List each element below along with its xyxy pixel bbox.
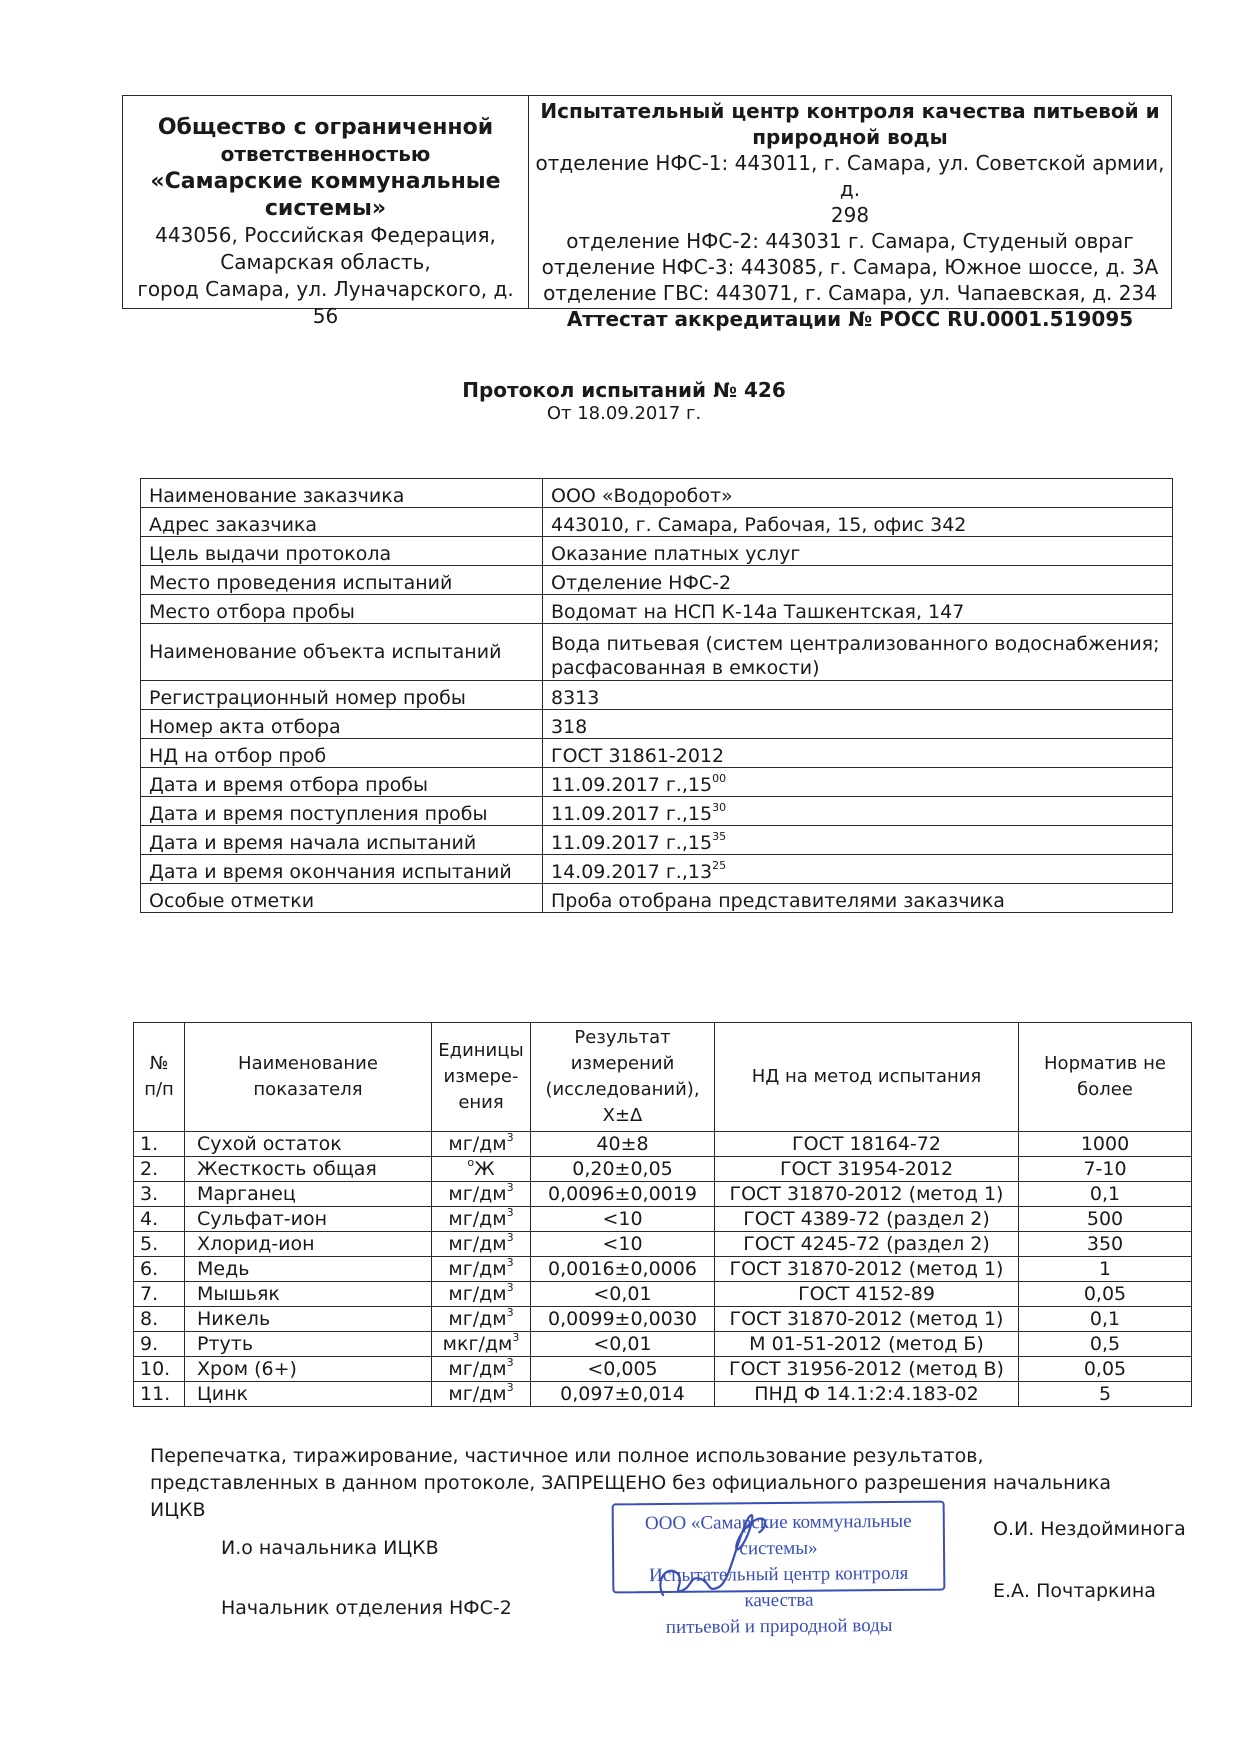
info-row — [141, 508, 1173, 537]
row-number: 3. — [134, 1182, 185, 1207]
unit-cell — [432, 1157, 531, 1182]
org-name-line: Общество с ограниченной — [157, 115, 494, 140]
info-label: Дата и время поступления пробы — [141, 797, 543, 826]
unit-text: Ж — [474, 1158, 495, 1180]
org-address-line: город Самара, ул. Луначарского, д. 56 — [137, 277, 514, 328]
info-value-text: 11.09.2017 г.,15 — [551, 832, 713, 854]
header-cell-norm — [1019, 1023, 1192, 1132]
header-cell-result — [531, 1023, 715, 1132]
result-value: <10 — [531, 1207, 715, 1232]
info-row — [141, 739, 1173, 768]
row-number: 9. — [134, 1332, 185, 1357]
indicator-name: Сульфат-ион — [185, 1207, 432, 1232]
stamp-line: питьевой и природной воды — [665, 1615, 893, 1638]
result-value: 0,097±0,014 — [531, 1382, 715, 1407]
row-number: 7. — [134, 1282, 185, 1307]
norm-value: 0,05 — [1019, 1282, 1192, 1307]
info-row — [141, 710, 1173, 739]
info-row — [141, 768, 1173, 797]
header-cell-unit — [432, 1023, 531, 1132]
test-method: ПНД Ф 14.1:2:4.183-02 — [715, 1382, 1019, 1407]
branch-line: 298 — [830, 203, 870, 227]
header-text: Результат — [574, 1027, 671, 1048]
info-value-text: Водомат на НСП К-14а Ташкентская, 147 — [551, 601, 965, 623]
info-row — [141, 595, 1173, 624]
center-name-line: природной воды — [752, 125, 948, 149]
header-text: (исследований), — [545, 1079, 700, 1100]
info-row — [141, 537, 1173, 566]
unit-exponent: 3 — [512, 1331, 520, 1344]
unit-text: мг/дм — [448, 1383, 507, 1405]
org-address-line: Самарская область, — [220, 250, 431, 274]
header-cell-method — [715, 1023, 1019, 1132]
time-minutes: 00 — [712, 772, 727, 785]
indicator-name: Медь — [185, 1257, 432, 1282]
unit-exponent: 3 — [506, 1131, 514, 1144]
signature-role-head: И.о начальника ИЦКВ — [221, 1537, 439, 1559]
result-row — [134, 1357, 1192, 1382]
indicator-name: Хром (6+) — [185, 1357, 432, 1382]
results-table — [133, 1022, 1192, 1407]
row-number: 11. — [134, 1382, 185, 1407]
info-value-text: Отделение НФС-2 — [551, 572, 732, 594]
info-value-text: Оказание платных услуг — [551, 543, 801, 565]
unit-cell — [432, 1382, 531, 1407]
accreditation-line: Аттестат аккредитации № РОСС RU.0001.519095 — [566, 307, 1134, 331]
info-value — [543, 768, 1173, 797]
test-method: ГОСТ 31870-2012 (метод 1) — [715, 1307, 1019, 1332]
unit-text: мг/дм — [448, 1308, 507, 1330]
result-row — [134, 1282, 1192, 1307]
norm-value: 350 — [1019, 1232, 1192, 1257]
norm-value: 0,05 — [1019, 1357, 1192, 1382]
unit-text: мг/дм — [448, 1233, 507, 1255]
indicator-name: Жесткость общая — [185, 1157, 432, 1182]
indicator-name: Цинк — [185, 1382, 432, 1407]
header-text: Норматив не — [1044, 1053, 1166, 1074]
info-value-text: ООО «Водоробот» — [551, 485, 733, 507]
stamp-line: Испытательный центр контроля качества — [648, 1562, 909, 1612]
info-value — [543, 566, 1173, 595]
test-center-block — [529, 96, 1171, 331]
org-name-line: «Самарские коммунальные — [150, 169, 501, 194]
unit-cell — [432, 1207, 531, 1232]
info-value — [543, 537, 1173, 566]
result-row — [134, 1332, 1192, 1357]
row-number: 4. — [134, 1207, 185, 1232]
unit-exponent: 3 — [506, 1306, 514, 1319]
norm-value: 1000 — [1019, 1132, 1192, 1157]
unit-exponent: 3 — [506, 1256, 514, 1269]
org-address-line: 443056, Российская Федерация, — [155, 223, 496, 247]
info-label: Номер акта отбора — [141, 710, 543, 739]
info-label: НД на отбор проб — [141, 739, 543, 768]
header-text: Наименование — [238, 1053, 378, 1074]
info-row — [141, 624, 1173, 681]
result-row — [134, 1182, 1192, 1207]
row-number: 1. — [134, 1132, 185, 1157]
result-value: 40±8 — [531, 1132, 715, 1157]
info-value — [543, 624, 1173, 681]
test-method: ГОСТ 31956-2012 (метод В) — [715, 1357, 1019, 1382]
signature-name-head: О.И. Нездойминога — [993, 1518, 1186, 1540]
indicator-name: Ртуть — [185, 1332, 432, 1357]
result-value: 0,0096±0,0019 — [531, 1182, 715, 1207]
info-value — [543, 826, 1173, 855]
norm-value: 0,5 — [1019, 1332, 1192, 1357]
info-label: Место проведения испытаний — [141, 566, 543, 595]
info-value-line: расфасованная в емкости) — [551, 657, 820, 679]
info-label: Наименование заказчика — [141, 479, 543, 508]
unit-text: мг/дм — [448, 1283, 507, 1305]
unit-cell — [432, 1132, 531, 1157]
unit-exponent: 3 — [506, 1281, 514, 1294]
info-value-text: 11.09.2017 г.,15 — [551, 803, 713, 825]
indicator-name: Марганец — [185, 1182, 432, 1207]
header-text: измерений — [570, 1053, 675, 1074]
header-cell-name — [185, 1023, 432, 1132]
result-value: 0,0099±0,0030 — [531, 1307, 715, 1332]
unit-exponent: 3 — [506, 1181, 514, 1194]
header-text: показателя — [253, 1079, 363, 1100]
unit-text: мг/дм — [448, 1258, 507, 1280]
norm-value: 7-10 — [1019, 1157, 1192, 1182]
header-text: более — [1077, 1079, 1133, 1100]
info-row — [141, 855, 1173, 884]
branch-line: отделение ГВС: 443071, г. Самара, ул. Чапаевская, д. 234 — [543, 281, 1157, 305]
test-method: ГОСТ 31870-2012 (метод 1) — [715, 1182, 1019, 1207]
time-minutes: 35 — [712, 830, 727, 843]
time-minutes: 30 — [712, 801, 727, 814]
row-number: 10. — [134, 1357, 185, 1382]
header-box — [122, 95, 1172, 331]
test-method: ГОСТ 31954-2012 — [715, 1157, 1019, 1182]
branch-line: отделение НФС-2: 443031 г. Самара, Студеный овраг — [566, 229, 1134, 253]
info-row — [141, 826, 1173, 855]
info-value — [543, 797, 1173, 826]
unit-exponent: 3 — [506, 1356, 514, 1369]
info-label: Дата и время отбора пробы — [141, 768, 543, 797]
center-name-line: Испытательный центр контроля качества питьевой и — [540, 99, 1160, 123]
unit-text: мг/дм — [448, 1183, 507, 1205]
info-value-text: Проба отобрана представителями заказчика — [551, 890, 1005, 912]
unit-text: мг/дм — [448, 1133, 507, 1155]
test-method: М 01-51-2012 (метод Б) — [715, 1332, 1019, 1357]
org-name-line: системы» — [264, 196, 387, 221]
info-value-text: 8313 — [551, 687, 600, 709]
unit-cell — [432, 1332, 531, 1357]
result-value: 0,0016±0,0006 — [531, 1257, 715, 1282]
result-row — [134, 1207, 1192, 1232]
result-value: 0,20±0,05 — [531, 1157, 715, 1182]
norm-value: 500 — [1019, 1207, 1192, 1232]
info-label: Адрес заказчика — [141, 508, 543, 537]
result-row — [134, 1257, 1192, 1282]
result-value: <0,005 — [531, 1357, 715, 1382]
signature-role-branch: Начальник отделения НФС-2 — [221, 1597, 512, 1619]
branch-line: отделение НФС-3: 443085, г. Самара, Южное шоссе, д. 3А — [541, 255, 1159, 279]
signature-name-branch: Е.А. Почтаркина — [993, 1580, 1156, 1602]
header-text: измере- — [443, 1066, 519, 1087]
row-number: 8. — [134, 1307, 185, 1332]
info-value-text: 14.09.2017 г.,13 — [551, 861, 713, 883]
indicator-name: Хлорид-ион — [185, 1232, 432, 1257]
test-method: ГОСТ 31870-2012 (метод 1) — [715, 1257, 1019, 1282]
info-value — [543, 739, 1173, 768]
handwritten-signature — [615, 1495, 815, 1605]
org-name-line: ответственностью — [220, 142, 431, 166]
test-method: ГОСТ 18164-72 — [715, 1132, 1019, 1157]
unit-text: мкг/дм — [442, 1333, 513, 1355]
norm-value: 5 — [1019, 1382, 1192, 1407]
info-value-text: 443010, г. Самара, Рабочая, 15, офис 342 — [551, 514, 967, 536]
info-label: Цель выдачи протокола — [141, 537, 543, 566]
info-value — [543, 479, 1173, 508]
unit-exponent: 3 — [506, 1231, 514, 1244]
header-text: X±Δ — [602, 1105, 643, 1126]
info-label: Регистрационный номер пробы — [141, 681, 543, 710]
norm-value: 1 — [1019, 1257, 1192, 1282]
norm-value: 0,1 — [1019, 1182, 1192, 1207]
indicator-name: Мышьяк — [185, 1282, 432, 1307]
reprint-notice: Перепечатка, тиражирование, частичное или полное использование результатов, представленных в данном протоколе, ЗАПРЕЩЕНО без официального разрешения начальника ИЦКВ — [150, 1445, 1112, 1521]
unit-cell — [432, 1182, 531, 1207]
unit-exponent: 3 — [506, 1206, 514, 1219]
info-row — [141, 797, 1173, 826]
info-label: Наименование объекта испытаний — [141, 624, 543, 681]
result-value: <0,01 — [531, 1282, 715, 1307]
test-method: ГОСТ 4152-89 — [715, 1282, 1019, 1307]
info-value-text: ГОСТ 31861-2012 — [551, 745, 725, 767]
row-number: 5. — [134, 1232, 185, 1257]
test-method: ГОСТ 4389-72 (раздел 2) — [715, 1207, 1019, 1232]
norm-value: 0,1 — [1019, 1307, 1192, 1332]
results-header-row — [134, 1023, 1192, 1132]
organization-block — [123, 96, 529, 328]
info-row — [141, 479, 1173, 508]
unit-cell — [432, 1282, 531, 1307]
info-value — [543, 710, 1173, 739]
stamp-line: ООО «Самарские коммунальные системы» — [644, 1510, 912, 1560]
info-label: Дата и время окончания испытаний — [141, 855, 543, 884]
header-text: ения — [458, 1092, 504, 1113]
header-text: НД на метод испытания — [751, 1066, 982, 1087]
row-number: 6. — [134, 1257, 185, 1282]
unit-cell — [432, 1357, 531, 1382]
protocol-title: Протокол испытаний № 426 — [462, 378, 786, 402]
result-row — [134, 1157, 1192, 1182]
sample-info-table — [140, 478, 1173, 913]
row-number: 2. — [134, 1157, 185, 1182]
result-row — [134, 1232, 1192, 1257]
info-row — [141, 884, 1173, 913]
header-text: Единицы — [438, 1040, 524, 1061]
info-label: Место отбора пробы — [141, 595, 543, 624]
info-label: Особые отметки — [141, 884, 543, 913]
info-row — [141, 566, 1173, 595]
info-label: Дата и время начала испытаний — [141, 826, 543, 855]
indicator-name: Сухой остаток — [185, 1132, 432, 1157]
header-cell-number — [134, 1023, 185, 1132]
result-row — [134, 1307, 1192, 1332]
info-value — [543, 884, 1173, 913]
unit-cell — [432, 1307, 531, 1332]
degree-mark: о — [467, 1156, 475, 1169]
info-value — [543, 508, 1173, 537]
result-value: <10 — [531, 1232, 715, 1257]
unit-text: мг/дм — [448, 1358, 507, 1380]
info-value — [543, 855, 1173, 884]
info-value-text: 11.09.2017 г.,15 — [551, 774, 713, 796]
unit-cell — [432, 1232, 531, 1257]
result-row — [134, 1382, 1192, 1407]
result-row — [134, 1132, 1192, 1157]
indicator-name: Никель — [185, 1307, 432, 1332]
branch-line: отделение НФС-1: 443011, г. Самара, ул. Советской армии, д. — [535, 151, 1165, 201]
result-value: <0,01 — [531, 1332, 715, 1357]
test-method: ГОСТ 4245-72 (раздел 2) — [715, 1232, 1019, 1257]
info-value — [543, 595, 1173, 624]
info-value-line: Вода питьевая (систем централизованного водоснабжения; — [551, 633, 1160, 655]
unit-cell — [432, 1257, 531, 1282]
unit-exponent: 3 — [506, 1381, 514, 1394]
time-minutes: 25 — [712, 859, 727, 872]
info-row — [141, 681, 1173, 710]
protocol-date: От 18.09.2017 г. — [546, 403, 702, 424]
info-value-text: 318 — [551, 716, 588, 738]
header-text: п/п — [144, 1079, 174, 1100]
info-value — [543, 681, 1173, 710]
header-text: № — [149, 1053, 169, 1074]
unit-text: мг/дм — [448, 1208, 507, 1230]
